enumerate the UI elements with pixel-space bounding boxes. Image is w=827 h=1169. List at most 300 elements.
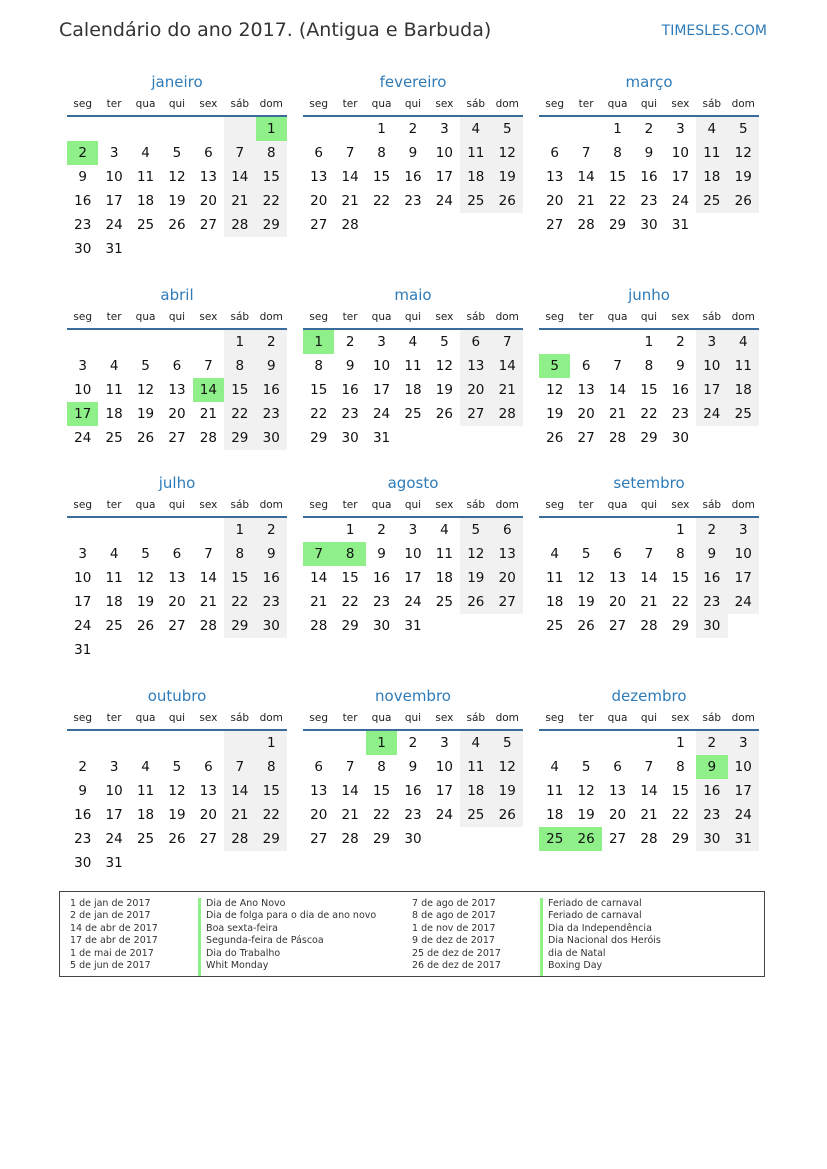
day-cell[interactable]: 20 [577, 406, 595, 422]
day-cell[interactable]: 4 [550, 546, 559, 562]
day-cell[interactable]: 31 [404, 618, 422, 634]
day-cell[interactable]: 10 [435, 145, 453, 161]
day-cell[interactable]: 10 [435, 759, 453, 775]
day-cell[interactable]: 31 [74, 642, 92, 658]
day-cell[interactable]: 6 [172, 358, 182, 374]
day-cell[interactable]: 9 [408, 759, 418, 775]
day-cell[interactable]: 14 [640, 570, 658, 586]
day-cell[interactable]: 3 [408, 522, 418, 538]
day-cell[interactable]: 28 [199, 430, 217, 446]
day-cell[interactable]: 16 [74, 193, 92, 209]
day-cell[interactable]: 9 [408, 145, 418, 161]
day-cell[interactable]: 19 [136, 594, 155, 610]
day-cell[interactable]: 23 [404, 193, 422, 209]
day-cell[interactable]: 23 [256, 402, 287, 426]
day-cell[interactable]: 13 [608, 783, 627, 799]
day-cell[interactable]: 30 [74, 855, 92, 871]
day-cell[interactable]: 22 [256, 189, 287, 213]
day-cell[interactable]: 4 [408, 334, 418, 350]
day-cell[interactable]: 6 [314, 759, 323, 775]
day-cell[interactable]: 4 [460, 731, 491, 755]
day-cell[interactable]: 20 [168, 406, 186, 422]
day-cell[interactable]: 6 [613, 546, 622, 562]
day-cell[interactable]: 13 [546, 169, 564, 185]
day-cell[interactable]: 18 [404, 382, 422, 398]
day-cell[interactable]: 26 [570, 827, 601, 851]
day-cell[interactable]: 9 [644, 145, 654, 161]
day-cell[interactable]: 20 [546, 193, 564, 209]
day-cell[interactable]: 21 [224, 189, 255, 213]
day-cell[interactable]: 14 [199, 570, 217, 586]
day-cell[interactable]: 3 [78, 358, 87, 374]
day-cell[interactable]: 19 [168, 807, 186, 823]
day-cell[interactable]: 17 [728, 566, 759, 590]
day-cell[interactable]: 11 [460, 755, 491, 779]
day-cell[interactable]: 15 [671, 570, 689, 586]
day-cell[interactable]: 21 [199, 594, 217, 610]
day-cell[interactable]: 3 [109, 145, 119, 161]
day-cell[interactable]: 4 [696, 117, 727, 141]
day-cell[interactable]: 10 [728, 542, 759, 566]
day-cell[interactable]: 9 [696, 542, 727, 566]
day-cell[interactable]: 6 [172, 546, 182, 562]
day-cell[interactable]: 7 [224, 755, 255, 779]
day-cell[interactable]: 23 [372, 594, 391, 610]
day-cell[interactable]: 8 [256, 755, 287, 779]
day-cell[interactable]: 10 [404, 546, 422, 562]
day-cell[interactable]: 27 [199, 831, 217, 847]
day-cell[interactable]: 18 [105, 594, 123, 610]
day-cell[interactable]: 17 [435, 169, 453, 185]
day-cell[interactable]: 3 [109, 759, 119, 775]
day-cell[interactable]: 14 [341, 169, 359, 185]
day-cell[interactable]: 20 [460, 378, 491, 402]
day-cell[interactable]: 15 [640, 382, 658, 398]
day-cell[interactable]: 3 [696, 330, 727, 354]
day-cell[interactable]: 7 [492, 330, 523, 354]
day-cell[interactable]: 4 [728, 330, 759, 354]
day-cell[interactable]: 4 [440, 522, 449, 538]
day-cell[interactable]: 12 [168, 169, 186, 185]
day-cell[interactable]: 6 [204, 759, 213, 775]
day-cell[interactable]: 20 [199, 807, 217, 823]
day-cell[interactable]: 15 [372, 783, 391, 799]
day-cell[interactable]: 29 [640, 430, 658, 446]
day-cell[interactable]: 21 [341, 193, 359, 209]
day-cell[interactable]: 16 [404, 169, 422, 185]
day-cell[interactable]: 22 [608, 193, 627, 209]
day-cell[interactable]: 30 [640, 217, 658, 233]
day-cell[interactable]: 7 [345, 759, 355, 775]
day-cell[interactable]: 3 [377, 334, 386, 350]
day-cell[interactable]: 11 [460, 141, 491, 165]
day-cell[interactable]: 19 [435, 382, 453, 398]
day-cell[interactable]: 24 [105, 831, 123, 847]
day-cell[interactable]: 21 [577, 193, 595, 209]
day-cell[interactable]: 12 [728, 141, 759, 165]
day-cell[interactable]: 21 [199, 406, 217, 422]
day-cell[interactable]: 28 [224, 213, 255, 237]
day-cell[interactable]: 12 [577, 570, 595, 586]
day-cell[interactable]: 23 [696, 803, 727, 827]
day-cell[interactable]: 22 [671, 807, 689, 823]
day-cell[interactable]: 25 [460, 803, 491, 827]
day-cell[interactable]: 11 [728, 354, 759, 378]
day-cell[interactable]: 9 [696, 755, 727, 779]
brand-logo[interactable]: TIMESLES.COM [661, 23, 767, 39]
day-cell[interactable]: 1 [345, 522, 355, 538]
day-cell[interactable]: 24 [105, 217, 123, 233]
day-cell[interactable]: 8 [314, 358, 323, 374]
day-cell[interactable]: 28 [640, 831, 658, 847]
day-cell[interactable]: 28 [640, 618, 658, 634]
day-cell[interactable]: 25 [404, 406, 422, 422]
day-cell[interactable]: 2 [676, 334, 685, 350]
day-cell[interactable]: 22 [341, 594, 359, 610]
day-cell[interactable]: 25 [136, 217, 155, 233]
day-cell[interactable]: 8 [334, 542, 365, 566]
day-cell[interactable]: 21 [310, 594, 328, 610]
day-cell[interactable]: 24 [671, 193, 689, 209]
day-cell[interactable]: 16 [372, 570, 391, 586]
day-cell[interactable]: 7 [303, 542, 334, 566]
day-cell[interactable]: 10 [74, 382, 92, 398]
day-cell[interactable]: 20 [608, 594, 627, 610]
day-cell[interactable]: 26 [136, 430, 155, 446]
day-cell[interactable]: 14 [224, 779, 255, 803]
day-cell[interactable]: 25 [696, 189, 727, 213]
day-cell[interactable]: 7 [644, 759, 654, 775]
day-cell[interactable]: 30 [74, 241, 92, 257]
day-cell[interactable]: 1 [366, 731, 397, 755]
day-cell[interactable]: 8 [676, 759, 685, 775]
day-cell[interactable]: 13 [310, 783, 328, 799]
day-cell[interactable]: 3 [440, 121, 449, 137]
day-cell[interactable]: 5 [440, 334, 449, 350]
day-cell[interactable]: 11 [546, 783, 564, 799]
day-cell[interactable]: 14 [492, 354, 523, 378]
day-cell[interactable]: 6 [204, 145, 213, 161]
day-cell[interactable]: 5 [728, 117, 759, 141]
day-cell[interactable]: 8 [676, 546, 685, 562]
day-cell[interactable]: 28 [199, 618, 217, 634]
day-cell[interactable]: 30 [256, 426, 287, 450]
day-cell[interactable]: 27 [608, 831, 627, 847]
day-cell[interactable]: 23 [404, 807, 422, 823]
day-cell[interactable]: 16 [640, 169, 658, 185]
day-cell[interactable]: 15 [372, 169, 391, 185]
day-cell[interactable]: 29 [256, 213, 287, 237]
day-cell[interactable]: 20 [168, 594, 186, 610]
day-cell[interactable]: 3 [440, 735, 449, 751]
day-cell[interactable]: 17 [728, 779, 759, 803]
day-cell[interactable]: 14 [608, 382, 627, 398]
day-cell[interactable]: 10 [74, 570, 92, 586]
day-cell[interactable]: 6 [314, 145, 323, 161]
day-cell[interactable]: 29 [608, 217, 627, 233]
day-cell[interactable]: 25 [728, 402, 759, 426]
day-cell[interactable]: 18 [546, 594, 564, 610]
day-cell[interactable]: 4 [109, 358, 119, 374]
day-cell[interactable]: 15 [671, 783, 689, 799]
day-cell[interactable]: 11 [546, 570, 564, 586]
day-cell[interactable]: 5 [460, 518, 491, 542]
day-cell[interactable]: 19 [546, 406, 564, 422]
day-cell[interactable]: 2 [408, 735, 418, 751]
day-cell[interactable]: 27 [608, 618, 627, 634]
day-cell[interactable]: 23 [74, 831, 92, 847]
day-cell[interactable]: 10 [728, 755, 759, 779]
day-cell[interactable]: 7 [204, 546, 213, 562]
day-cell[interactable]: 1 [377, 121, 386, 137]
day-cell[interactable]: 26 [577, 618, 595, 634]
day-cell[interactable]: 13 [577, 382, 595, 398]
day-cell[interactable]: 19 [577, 807, 595, 823]
day-cell[interactable]: 6 [492, 518, 523, 542]
day-cell[interactable]: 29 [341, 618, 359, 634]
day-cell[interactable]: 24 [74, 430, 92, 446]
day-cell[interactable]: 15 [341, 570, 359, 586]
day-cell[interactable]: 5 [172, 145, 182, 161]
day-cell[interactable]: 10 [671, 145, 689, 161]
day-cell[interactable]: 11 [105, 570, 123, 586]
day-cell[interactable]: 17 [404, 570, 422, 586]
day-cell[interactable]: 23 [640, 193, 658, 209]
day-cell[interactable]: 26 [168, 831, 186, 847]
day-cell[interactable]: 17 [435, 783, 453, 799]
day-cell[interactable]: 17 [105, 193, 123, 209]
day-cell[interactable]: 2 [256, 330, 287, 354]
day-cell[interactable]: 5 [141, 546, 150, 562]
day-cell[interactable]: 18 [728, 378, 759, 402]
day-cell[interactable]: 10 [696, 354, 727, 378]
day-cell[interactable]: 6 [581, 358, 591, 374]
day-cell[interactable]: 1 [303, 330, 334, 354]
day-cell[interactable]: 6 [460, 330, 491, 354]
day-cell[interactable]: 15 [608, 169, 627, 185]
day-cell[interactable]: 15 [256, 779, 287, 803]
day-cell[interactable]: 27 [168, 430, 186, 446]
day-cell[interactable]: 22 [372, 193, 391, 209]
day-cell[interactable]: 22 [310, 406, 328, 422]
day-cell[interactable]: 27 [492, 590, 523, 614]
day-cell[interactable]: 13 [492, 542, 523, 566]
day-cell[interactable]: 30 [341, 430, 359, 446]
day-cell[interactable]: 2 [644, 121, 654, 137]
day-cell[interactable]: 1 [256, 731, 287, 755]
day-cell[interactable]: 10 [105, 783, 123, 799]
day-cell[interactable]: 22 [224, 590, 255, 614]
day-cell[interactable]: 26 [492, 189, 523, 213]
day-cell[interactable]: 16 [696, 566, 727, 590]
day-cell[interactable]: 24 [435, 807, 453, 823]
day-cell[interactable]: 5 [539, 354, 570, 378]
day-cell[interactable]: 17 [105, 807, 123, 823]
day-cell[interactable]: 23 [256, 590, 287, 614]
day-cell[interactable]: 23 [671, 406, 689, 422]
day-cell[interactable]: 1 [676, 735, 685, 751]
day-cell[interactable]: 24 [728, 590, 759, 614]
day-cell[interactable]: 12 [136, 570, 155, 586]
day-cell[interactable]: 28 [341, 217, 359, 233]
day-cell[interactable]: 31 [728, 827, 759, 851]
day-cell[interactable]: 23 [696, 590, 727, 614]
day-cell[interactable]: 17 [67, 402, 98, 426]
day-cell[interactable]: 31 [671, 217, 689, 233]
day-cell[interactable]: 26 [460, 590, 491, 614]
day-cell[interactable]: 27 [577, 430, 595, 446]
day-cell[interactable]: 12 [492, 755, 523, 779]
day-cell[interactable]: 12 [460, 542, 491, 566]
day-cell[interactable]: 29 [372, 831, 391, 847]
day-cell[interactable]: 26 [728, 189, 759, 213]
day-cell[interactable]: 17 [671, 169, 689, 185]
day-cell[interactable]: 30 [404, 831, 422, 847]
day-cell[interactable]: 11 [696, 141, 727, 165]
day-cell[interactable]: 30 [671, 430, 689, 446]
day-cell[interactable]: 28 [310, 618, 328, 634]
day-cell[interactable]: 19 [492, 779, 523, 803]
day-cell[interactable]: 15 [310, 382, 328, 398]
day-cell[interactable]: 22 [671, 594, 689, 610]
day-cell[interactable]: 17 [696, 378, 727, 402]
day-cell[interactable]: 26 [168, 217, 186, 233]
day-cell[interactable]: 8 [256, 141, 287, 165]
day-cell[interactable]: 5 [141, 358, 150, 374]
day-cell[interactable]: 19 [168, 193, 186, 209]
day-cell[interactable]: 2 [78, 759, 87, 775]
day-cell[interactable]: 4 [141, 145, 150, 161]
day-cell[interactable]: 29 [224, 614, 255, 638]
day-cell[interactable]: 13 [310, 169, 328, 185]
day-cell[interactable]: 13 [168, 382, 186, 398]
day-cell[interactable]: 28 [608, 430, 627, 446]
day-cell[interactable]: 3 [728, 731, 759, 755]
day-cell[interactable]: 21 [608, 406, 627, 422]
day-cell[interactable]: 14 [193, 378, 224, 402]
day-cell[interactable]: 29 [310, 430, 328, 446]
day-cell[interactable]: 28 [577, 217, 595, 233]
day-cell[interactable]: 23 [74, 217, 92, 233]
day-cell[interactable]: 8 [613, 145, 622, 161]
day-cell[interactable]: 17 [74, 594, 92, 610]
day-cell[interactable]: 24 [372, 406, 391, 422]
day-cell[interactable]: 25 [136, 831, 155, 847]
day-cell[interactable]: 18 [105, 406, 123, 422]
day-cell[interactable]: 21 [640, 807, 658, 823]
day-cell[interactable]: 2 [696, 731, 727, 755]
day-cell[interactable]: 11 [404, 358, 422, 374]
day-cell[interactable]: 26 [492, 803, 523, 827]
day-cell[interactable]: 16 [696, 779, 727, 803]
day-cell[interactable]: 15 [256, 165, 287, 189]
day-cell[interactable]: 9 [345, 358, 355, 374]
day-cell[interactable]: 16 [341, 382, 359, 398]
day-cell[interactable]: 19 [136, 406, 155, 422]
day-cell[interactable]: 2 [408, 121, 418, 137]
day-cell[interactable]: 25 [546, 618, 564, 634]
day-cell[interactable]: 11 [136, 783, 155, 799]
day-cell[interactable]: 7 [581, 145, 591, 161]
day-cell[interactable]: 18 [435, 570, 453, 586]
day-cell[interactable]: 18 [696, 165, 727, 189]
day-cell[interactable]: 26 [435, 406, 453, 422]
day-cell[interactable]: 13 [168, 570, 186, 586]
day-cell[interactable]: 5 [172, 759, 182, 775]
day-cell[interactable]: 4 [550, 759, 559, 775]
day-cell[interactable]: 19 [577, 594, 595, 610]
day-cell[interactable]: 11 [435, 546, 453, 562]
day-cell[interactable]: 20 [199, 193, 217, 209]
day-cell[interactable]: 3 [676, 121, 685, 137]
day-cell[interactable]: 14 [224, 165, 255, 189]
day-cell[interactable]: 24 [728, 803, 759, 827]
day-cell[interactable]: 9 [676, 358, 685, 374]
day-cell[interactable]: 5 [492, 117, 523, 141]
day-cell[interactable]: 30 [696, 827, 727, 851]
day-cell[interactable]: 1 [256, 117, 287, 141]
day-cell[interactable]: 25 [460, 189, 491, 213]
day-cell[interactable]: 19 [460, 566, 491, 590]
day-cell[interactable]: 19 [492, 165, 523, 189]
day-cell[interactable]: 12 [136, 382, 155, 398]
day-cell[interactable]: 7 [345, 145, 355, 161]
day-cell[interactable]: 2 [696, 518, 727, 542]
day-cell[interactable]: 2 [377, 522, 386, 538]
day-cell[interactable]: 7 [644, 546, 654, 562]
day-cell[interactable]: 2 [67, 141, 98, 165]
day-cell[interactable]: 5 [581, 546, 591, 562]
day-cell[interactable]: 20 [310, 807, 328, 823]
day-cell[interactable]: 21 [492, 378, 523, 402]
day-cell[interactable]: 21 [341, 807, 359, 823]
day-cell[interactable]: 12 [546, 382, 564, 398]
day-cell[interactable]: 4 [109, 546, 119, 562]
day-cell[interactable]: 18 [546, 807, 564, 823]
day-cell[interactable]: 27 [546, 217, 564, 233]
day-cell[interactable]: 20 [310, 193, 328, 209]
day-cell[interactable]: 2 [256, 518, 287, 542]
day-cell[interactable]: 27 [460, 402, 491, 426]
day-cell[interactable]: 4 [141, 759, 150, 775]
day-cell[interactable]: 9 [256, 354, 287, 378]
day-cell[interactable]: 9 [78, 783, 87, 799]
day-cell[interactable]: 13 [608, 570, 627, 586]
day-cell[interactable]: 3 [728, 518, 759, 542]
day-cell[interactable]: 31 [105, 241, 123, 257]
day-cell[interactable]: 27 [310, 831, 328, 847]
day-cell[interactable]: 6 [613, 759, 622, 775]
day-cell[interactable]: 29 [256, 827, 287, 851]
day-cell[interactable]: 28 [492, 402, 523, 426]
day-cell[interactable]: 13 [199, 169, 217, 185]
day-cell[interactable]: 2 [345, 334, 355, 350]
day-cell[interactable]: 22 [372, 807, 391, 823]
day-cell[interactable]: 18 [460, 165, 491, 189]
day-cell[interactable]: 3 [78, 546, 87, 562]
day-cell[interactable]: 22 [640, 406, 658, 422]
day-cell[interactable]: 20 [608, 807, 627, 823]
day-cell[interactable]: 8 [377, 145, 386, 161]
day-cell[interactable]: 20 [492, 566, 523, 590]
day-cell[interactable]: 26 [136, 618, 155, 634]
day-cell[interactable]: 24 [696, 402, 727, 426]
day-cell[interactable]: 29 [671, 831, 689, 847]
day-cell[interactable]: 24 [74, 618, 92, 634]
day-cell[interactable]: 28 [341, 831, 359, 847]
day-cell[interactable]: 8 [377, 759, 386, 775]
day-cell[interactable]: 24 [404, 594, 422, 610]
